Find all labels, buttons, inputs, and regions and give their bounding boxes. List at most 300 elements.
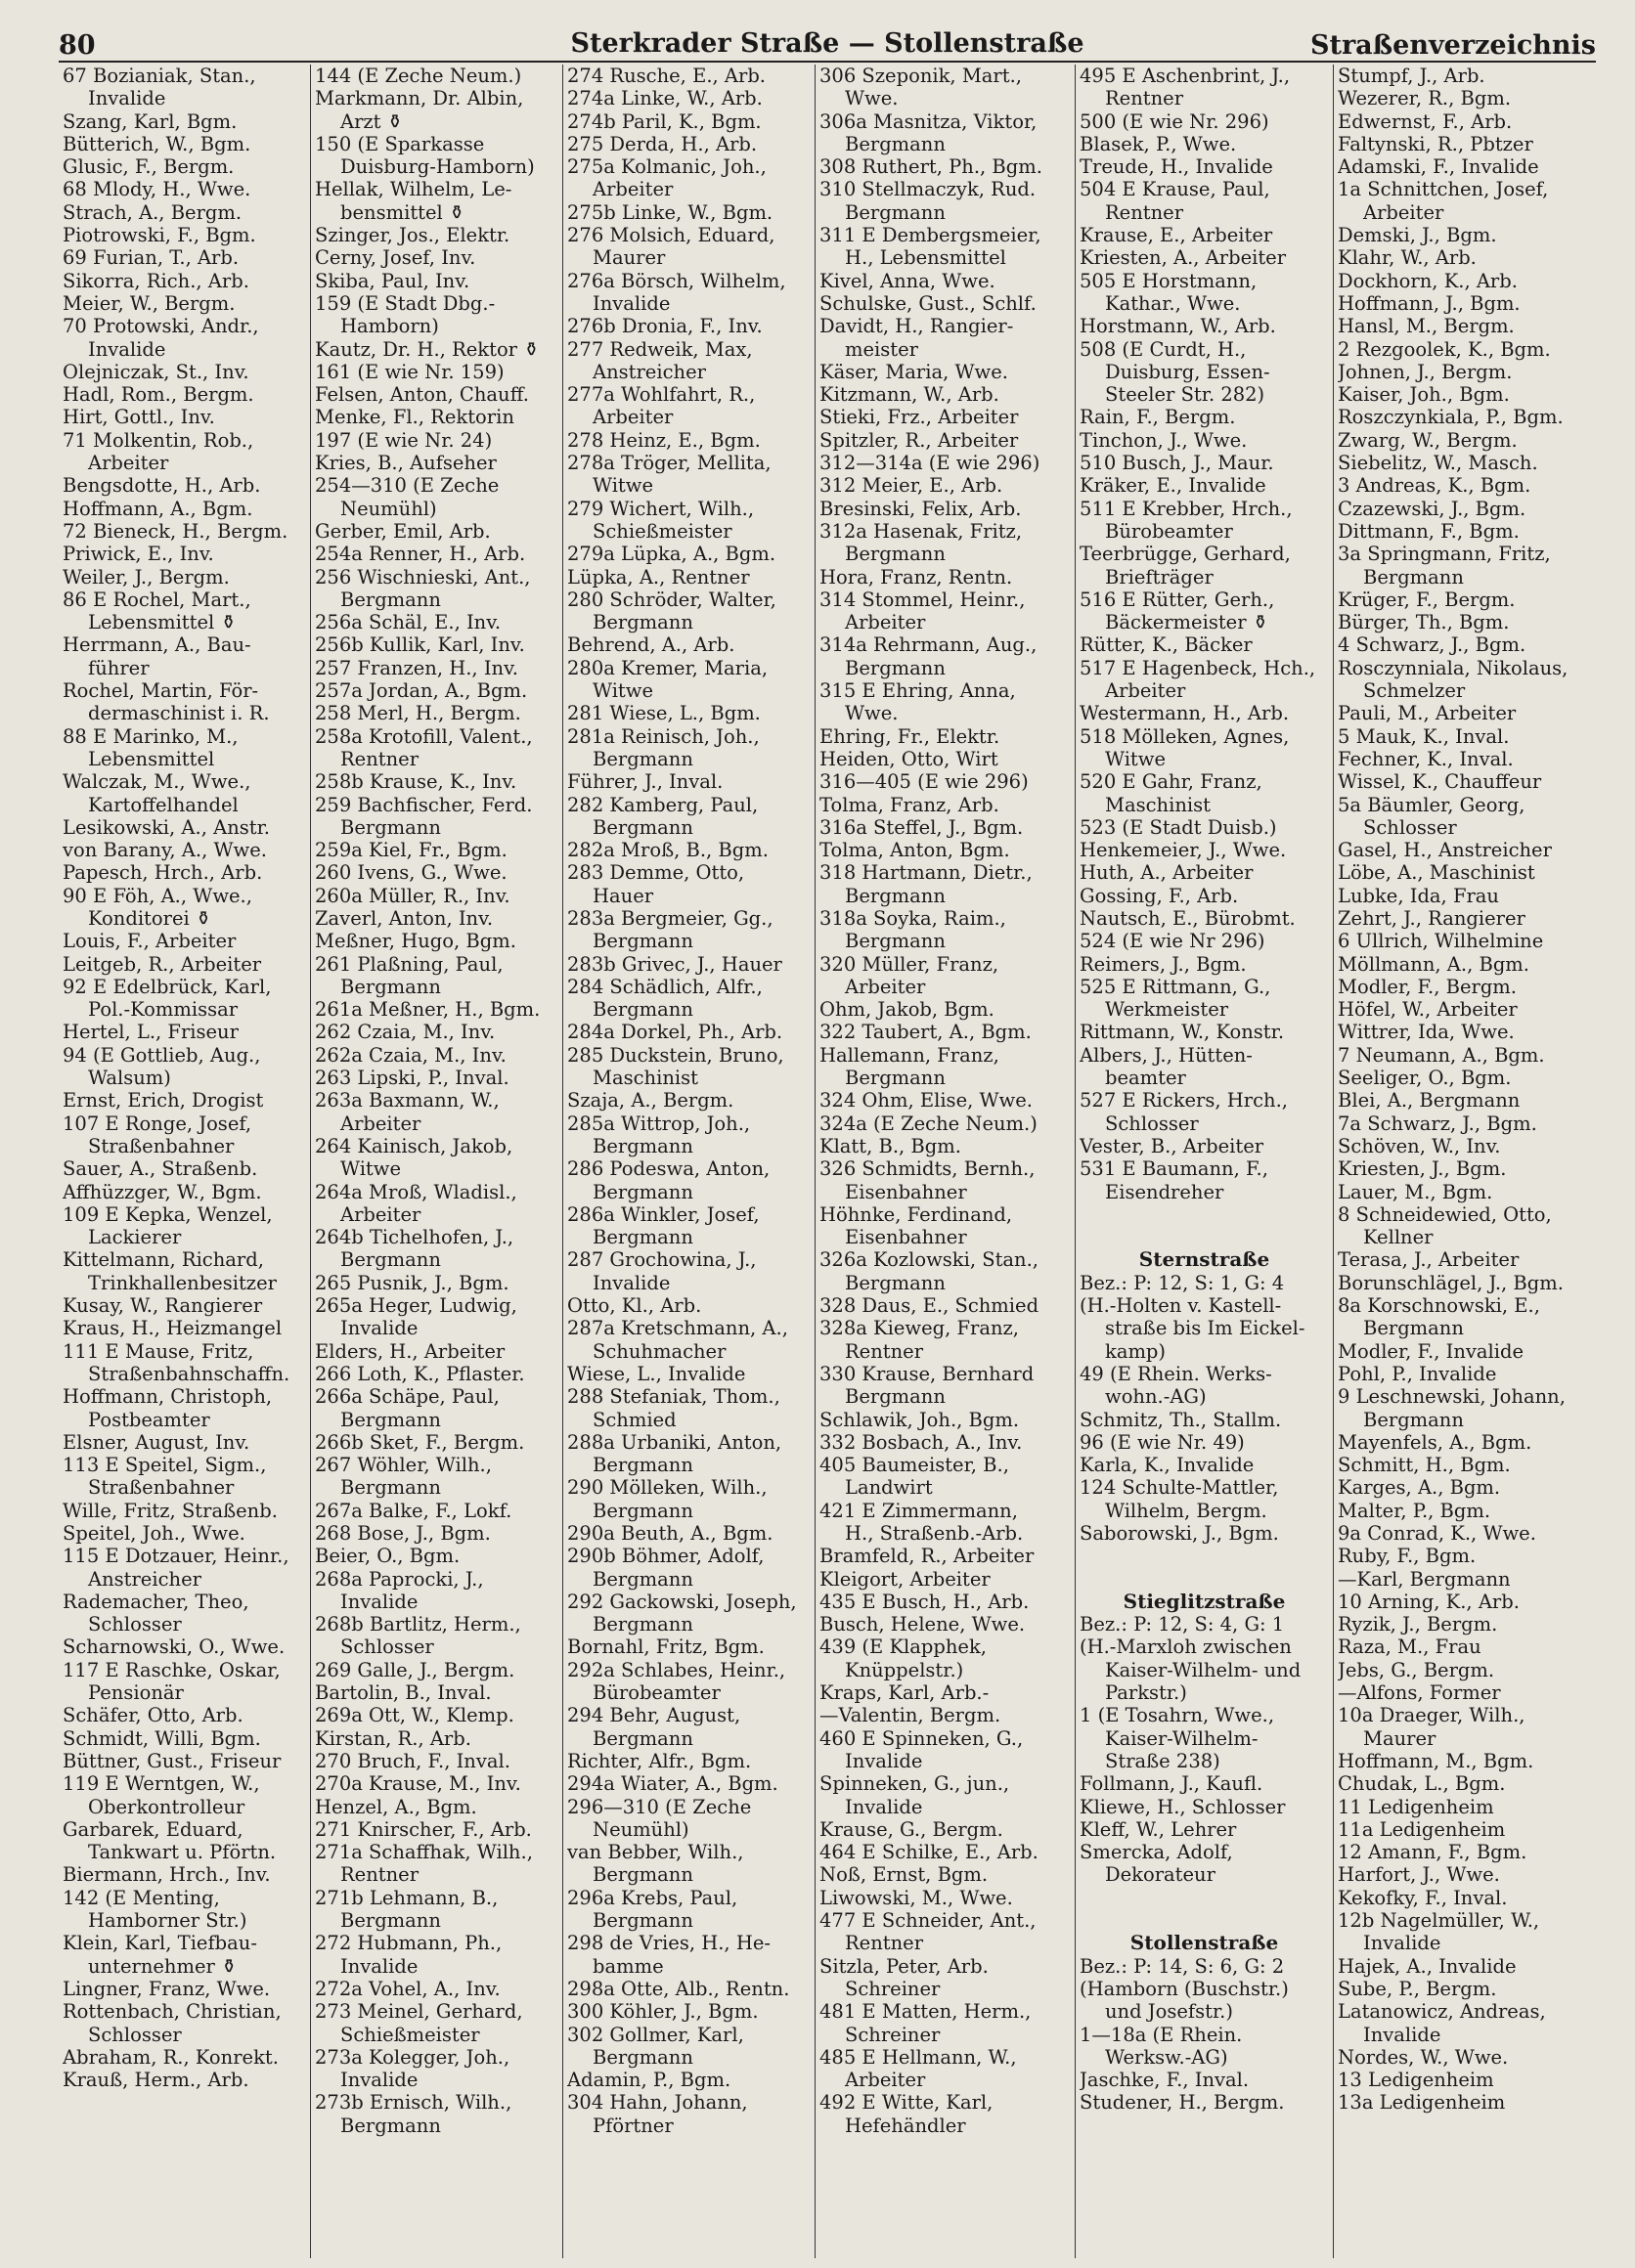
- entry-continuation: Bergmann: [593, 1454, 693, 1477]
- entry-continuation: Neumühl): [340, 497, 437, 520]
- directory-entry: Zaverl, Anton, Inv.: [315, 906, 494, 930]
- directory-entry: 88 E Marinko, M.,: [63, 724, 239, 748]
- directory-entry: Abraham, R., Konrekt.: [63, 2045, 279, 2069]
- entry-continuation: Bergmann: [845, 884, 946, 907]
- directory-entry: Sikorra, Rich., Arb.: [63, 269, 249, 292]
- directory-entry: Johnen, J., Bergm.: [1338, 360, 1513, 383]
- directory-entry: 282 Kamberg, Paul,: [567, 793, 759, 816]
- directory-entry: Sauer, A., Straßenb.: [63, 1157, 258, 1181]
- directory-entry: 264b Tichelhofen, J.,: [315, 1226, 514, 1249]
- entry-continuation: Bergmann: [845, 543, 946, 566]
- directory-entry: Schmidt, Willi, Bgm.: [63, 1726, 261, 1750]
- directory-entry: 320 Müller, Franz,: [819, 952, 999, 976]
- directory-entry: 460 E Spinneken, G.,: [819, 1726, 1024, 1750]
- directory-entry: 516 E Rütter, Gerh.,: [1080, 588, 1275, 611]
- entry-continuation: Arbeiter: [1363, 200, 1444, 224]
- directory-entry: Dockhorn, K., Arb.: [1338, 269, 1518, 292]
- directory-entry: 274 Rusche, E., Arb.: [567, 65, 766, 87]
- directory-entry: Beier, O., Bgm.: [315, 1545, 461, 1568]
- directory-entry: Malter, P., Bgm.: [1338, 1499, 1491, 1522]
- directory-entry: 287a Kretschmann, A.,: [567, 1317, 788, 1340]
- directory-entry: Kries, B., Aufseher: [315, 452, 497, 475]
- directory-entry: Richter, Alfr., Bgm.: [567, 1749, 752, 1772]
- directory-entry: Ehring, Fr., Elektr.: [819, 724, 1000, 748]
- directory-entry: Schulske, Gust., Schlf.: [819, 291, 1037, 315]
- entry-continuation: Arbeiter: [593, 406, 674, 429]
- page-header: [59, 18, 1596, 63]
- directory-entry: Tinchon, J., Wwe.: [1080, 428, 1248, 452]
- entry-continuation: Hamborner Str.): [88, 1909, 247, 1933]
- entry-continuation: Kathar., Wwe.: [1105, 291, 1241, 315]
- directory-entry: Modler, F., Invalide: [1338, 1339, 1525, 1363]
- directory-entry: 144 (E Zeche Neum.): [315, 65, 522, 87]
- street-heading: Sternstraße: [1138, 1248, 1270, 1272]
- directory-entry: 5 Mauk, K., Inval.: [1338, 724, 1510, 748]
- directory-entry: 117 E Raschke, Oskar,: [63, 1658, 281, 1681]
- entry-continuation: meister: [845, 337, 918, 361]
- directory-entry: Schmitt, H., Bgm.: [1338, 1454, 1511, 1477]
- directory-entry: Kliewe, H., Schlosser: [1080, 1795, 1286, 1818]
- directory-entry: 1—18a (E Rhein.: [1080, 2023, 1243, 2046]
- directory-entry: 287 Grochowina, J.,: [567, 1248, 757, 1272]
- directory-entry: 277 Redweik, Max,: [567, 337, 753, 361]
- directory-entry: Heiden, Otto, Wirt: [819, 747, 998, 770]
- entry-continuation: Schießmeister: [340, 2023, 480, 2046]
- entry-continuation: Knüppelstr.): [845, 1658, 964, 1681]
- entry-continuation: Arbeiter: [340, 1202, 421, 1226]
- directory-entry: Ernst, Erich, Drogist: [63, 1089, 264, 1112]
- directory-entry: 277a Wohlfahrt, R.,: [567, 383, 756, 407]
- directory-entry: 492 E Witte, Karl,: [819, 2091, 994, 2115]
- directory-entry: Hajek, A., Invalide: [1338, 1954, 1517, 1978]
- entry-continuation: bensmittel ⚱: [340, 200, 465, 224]
- directory-entry: Saborowski, J., Bgm.: [1080, 1522, 1279, 1545]
- directory-entry: Krause, G., Bergm.: [819, 1817, 1003, 1841]
- entry-continuation: Wwe.: [845, 87, 899, 110]
- directory-entry: Rademacher, Theo,: [63, 1590, 249, 1613]
- directory-entry: Nautsch, E., Bürobmt.: [1080, 906, 1296, 930]
- directory-entry: —Karl, Bergmann: [1338, 1567, 1511, 1591]
- directory-entry: 296—310 (E Zeche: [567, 1795, 752, 1818]
- entry-continuation: Schlosser: [1105, 1112, 1199, 1135]
- directory-entry: 258b Krause, K., Inv.: [315, 770, 517, 794]
- directory-entry: Ohm, Jakob, Bgm.: [819, 998, 994, 1022]
- directory-entry: Krüger, F., Bergm.: [1338, 588, 1516, 611]
- directory-entry: 318a Soyka, Raim.,: [819, 906, 1006, 930]
- directory-entry: Roszczynkiala, P., Bgm.: [1338, 406, 1564, 429]
- directory-entry: Vester, B., Arbeiter: [1080, 1134, 1264, 1157]
- directory-entry: 70 Protowski, Andr.,: [63, 315, 259, 338]
- directory-entry: 500 (E wie Nr. 296): [1080, 109, 1269, 133]
- directory-entry: 306 Szeponik, Mart.,: [819, 65, 1022, 87]
- entry-continuation: Arbeiter: [845, 611, 926, 634]
- directory-entry: Kautz, Dr. H., Rektor ⚱: [315, 337, 540, 361]
- directory-entry: Kriesten, J., Bgm.: [1338, 1157, 1507, 1181]
- entry-continuation: unternehmer ⚱: [88, 1954, 238, 1978]
- directory-entry: Scharnowski, O., Wwe.: [63, 1636, 286, 1659]
- entry-continuation: Arbeiter: [845, 975, 926, 998]
- directory-entry: 328 Daus, E., Schmied: [819, 1294, 1039, 1318]
- directory-entry: 142 (E Menting,: [63, 1886, 220, 1909]
- page-number: 80: [59, 30, 96, 61]
- entry-continuation: Walsum): [88, 1067, 171, 1090]
- directory-entry: Hadl, Rom., Bergm.: [63, 383, 254, 407]
- directory-entry: 264 Kainisch, Jakob,: [315, 1134, 513, 1157]
- directory-entry: Gossing, F., Arb.: [1080, 884, 1239, 907]
- entry-continuation: Wilhelm, Bergm.: [1105, 1499, 1267, 1522]
- directory-entry: 531 E Baumann, F.,: [1080, 1157, 1268, 1181]
- directory-entry: Rütter, K., Bäcker: [1080, 633, 1253, 657]
- entry-continuation: Anstreicher: [88, 1567, 201, 1591]
- entry-continuation: bamme: [593, 1954, 664, 1978]
- directory-entry: Lesikowski, A., Anstr.: [63, 815, 270, 839]
- directory-entry: 9a Conrad, K., Wwe.: [1338, 1522, 1536, 1545]
- directory-entry: 256 Wischnieski, Ant.,: [315, 565, 531, 589]
- directory-entry: 296a Krebs, Paul,: [567, 1886, 738, 1909]
- directory-entry: 464 E Schilke, E., Arb.: [819, 1841, 1038, 1864]
- directory-entry: Rittmann, W., Konstr.: [1080, 1021, 1285, 1044]
- entry-continuation: Bergmann: [845, 1271, 946, 1294]
- directory-entry: 271 Knirscher, F., Arb.: [315, 1817, 532, 1841]
- directory-entry: 286a Winkler, Josef,: [567, 1202, 760, 1226]
- entry-continuation: Invalide: [845, 1795, 923, 1818]
- directory-column: [1076, 65, 1334, 2258]
- directory-entry: Lüpka, A., Rentner: [567, 565, 750, 589]
- directory-entry: 254—310 (E Zeche: [315, 474, 500, 498]
- entry-continuation: Lebensmittel ⚱: [88, 611, 237, 634]
- directory-entry: Bütterich, W., Bgm.: [63, 132, 251, 155]
- entry-continuation: Bergmann: [845, 1385, 946, 1409]
- directory-entry: Edwernst, F., Arb.: [1338, 109, 1513, 133]
- directory-entry: 266b Sket, F., Bergm.: [315, 1430, 525, 1454]
- directory-entry: —Valentin, Bergm.: [819, 1704, 1001, 1727]
- entry-continuation: Bergmann: [593, 1499, 693, 1522]
- entry-continuation: Invalide: [1363, 2023, 1441, 2046]
- entry-continuation: Kartoffelhandel: [88, 793, 239, 816]
- directory-entry: Blei, A., Bergmann: [1338, 1089, 1521, 1112]
- directory-entry: Wittrer, Ida, Wwe.: [1338, 1021, 1515, 1044]
- entry-continuation: Schlosser: [340, 1636, 434, 1659]
- directory-entry: 124 Schulte-Mattler,: [1080, 1476, 1279, 1500]
- directory-entry: Zehrt, J., Rangierer: [1338, 906, 1525, 930]
- directory-entry: 330 Krause, Bernhard: [819, 1362, 1035, 1385]
- entry-continuation: Rentner: [845, 1339, 924, 1363]
- directory-entry: Elsner, August, Inv.: [63, 1430, 250, 1454]
- directory-entry: 12 Amann, F., Bgm.: [1338, 1841, 1527, 1864]
- spacer: [1080, 1887, 1329, 1909]
- entry-continuation: Bergmann: [593, 2045, 693, 2069]
- entry-continuation: Bergmann: [845, 200, 946, 224]
- directory-entry: Herrmann, A., Bau-: [63, 633, 251, 657]
- directory-entry: 273a Kolegger, Joh.,: [315, 2045, 510, 2069]
- directory-entry: 312a Hasenak, Fritz,: [819, 519, 1023, 543]
- entry-continuation: Rentner: [1105, 200, 1184, 224]
- directory-entry: 11a Ledigenheim: [1338, 1817, 1506, 1841]
- directory-entry: 257 Franzen, H., Inv.: [315, 656, 518, 679]
- directory-entry: Karges, A., Bgm.: [1338, 1476, 1501, 1500]
- directory-entry: Davidt, H., Rangier-: [819, 315, 1014, 338]
- directory-entry: 292a Schlabes, Heinr.,: [567, 1658, 786, 1681]
- directory-entry: 274a Linke, W., Arb.: [567, 87, 763, 110]
- directory-entry: 267a Balke, F., Lokf.: [315, 1499, 512, 1522]
- directory-entry: 511 E Krebber, Hrch.,: [1080, 497, 1293, 520]
- entry-continuation: Bergmann: [593, 1180, 693, 1203]
- directory-entry: 316—405 (E wie 296): [819, 770, 1029, 794]
- directory-entry: 267 Wöhler, Wilh.,: [315, 1454, 492, 1477]
- directory-entry: Schmitz, Th., Stallm.: [1080, 1408, 1282, 1431]
- directory-entry: Klahr, W., Arb.: [1338, 246, 1477, 270]
- directory-entry: 1 (E Tosahrn, Wwe.,: [1080, 1704, 1275, 1727]
- directory-entry: Borunschlägel, J., Bgm.: [1338, 1271, 1564, 1294]
- directory-column: [59, 65, 311, 2258]
- entry-continuation: Witwe: [593, 679, 654, 703]
- directory-entry: Bez.: P: 14, S: 6, G: 2: [1080, 1954, 1285, 1978]
- directory-entry: Kriesten, A., Arbeiter: [1080, 246, 1287, 270]
- directory-entry: 306a Masnitza, Viktor,: [819, 109, 1038, 133]
- entry-continuation: Rentner: [340, 747, 420, 770]
- directory-entry: 485 E Hellmann, W.,: [819, 2045, 1017, 2069]
- directory-entry: Schöven, W., Inv.: [1338, 1134, 1501, 1157]
- directory-entry: Liwowski, M., Wwe.: [819, 1886, 1013, 1909]
- entry-continuation: Witwe: [593, 474, 654, 498]
- directory-entry: 275b Linke, W., Bgm.: [567, 200, 773, 224]
- entry-continuation: Bergmann: [593, 611, 693, 634]
- directory-entry: Möllmann, A., Bgm.: [1338, 952, 1529, 976]
- entry-continuation: Oberkontrolleur: [88, 1795, 245, 1818]
- directory-entry: 324 Ohm, Elise, Wwe.: [819, 1089, 1033, 1112]
- directory-entry: Seeliger, O., Bgm.: [1338, 1067, 1512, 1090]
- entry-continuation: Arzt ⚱: [340, 109, 404, 133]
- directory-entry: 264a Mroß, Wladisl.,: [315, 1180, 517, 1203]
- directory-entry: 273b Ernisch, Wilh.,: [315, 2091, 512, 2115]
- directory-entry: 312 Meier, E., Arb.: [819, 474, 1003, 498]
- entry-continuation: Hauer: [593, 884, 654, 907]
- directory-entry: Modler, F., Bergm.: [1338, 975, 1517, 998]
- directory-column: [311, 65, 563, 2258]
- entry-continuation: Straßenbahnschaffn.: [88, 1362, 290, 1385]
- directory-entry: 256b Kullik, Karl, Inv.: [315, 633, 525, 657]
- directory-entry: Ryzik, J., Bergm.: [1338, 1613, 1498, 1636]
- directory-entry: Westermann, H., Arb.: [1080, 702, 1290, 725]
- directory-entry: Reimers, J., Bgm.: [1080, 952, 1247, 976]
- entry-continuation: Bergmann: [845, 656, 946, 679]
- directory-entry: 279 Wichert, Wilh.,: [567, 497, 755, 520]
- directory-entry: 298 de Vries, H., He-: [567, 1932, 771, 1955]
- directory-entry: Blasek, P., Wwe.: [1080, 132, 1237, 155]
- directory-entry: Bornahl, Fritz, Bgm.: [567, 1636, 765, 1659]
- directory-entry: 6 Ullrich, Wilhelmine: [1338, 930, 1544, 953]
- entry-continuation: Arbeiter: [340, 1112, 421, 1135]
- entry-continuation: Trinkhallenbesitzer: [88, 1271, 277, 1294]
- directory-entry: Adamin, P., Bgm.: [567, 2069, 731, 2092]
- directory-entry: 268b Bartlitz, Herm.,: [315, 1613, 521, 1636]
- directory-entry: 3 Andreas, K., Bgm.: [1338, 474, 1531, 498]
- entry-continuation: Hamborn): [340, 315, 439, 338]
- directory-entry: Meier, W., Bergm.: [63, 291, 236, 315]
- entry-continuation: Bergmann: [593, 1134, 693, 1157]
- directory-entry: Menke, Fl., Rektorin: [315, 406, 514, 429]
- directory-entry: Szang, Karl, Bgm.: [63, 109, 238, 133]
- entry-continuation: Maschinist: [1105, 793, 1211, 816]
- directory-entry: 288 Stefaniak, Thom.,: [567, 1385, 780, 1409]
- directory-entry: 10 Arning, K., Arb.: [1338, 1590, 1520, 1613]
- directory-entry: Glusic, F., Bergm.: [63, 155, 235, 179]
- spacer: [1080, 1203, 1329, 1226]
- entry-continuation: kamp): [1105, 1339, 1167, 1363]
- directory-entry: 284 Schädlich, Alfr.,: [567, 975, 763, 998]
- entry-continuation: Pensionär: [88, 1681, 184, 1705]
- directory-entry: Stieki, Frz., Arbeiter: [819, 406, 1019, 429]
- entry-continuation: Kaiser-Wilhelm- und: [1105, 1658, 1302, 1681]
- directory-entry: Klein, Karl, Tiefbau-: [63, 1932, 257, 1955]
- directory-entry: 504 E Krause, Paul,: [1080, 178, 1270, 201]
- directory-entry: Rottenbach, Christian,: [63, 2000, 282, 2024]
- directory-entry: 311 E Dembergsmeier,: [819, 224, 1041, 247]
- directory-entry: 310 Stellmaczyk, Rud.: [819, 178, 1037, 201]
- directory-entry: 272a Vohel, A., Inv.: [315, 1977, 501, 2000]
- entry-continuation: Invalide: [593, 291, 671, 315]
- directory-entry: Henzel, A., Bgm.: [315, 1795, 477, 1818]
- directory-entry: Elders, H., Arbeiter: [315, 1339, 506, 1363]
- directory-entry: Ruby, F., Bgm.: [1338, 1545, 1477, 1568]
- entry-continuation: Werkmeister: [1105, 998, 1229, 1022]
- directory-column: [816, 65, 1076, 2258]
- directory-entry: Bez.: P: 12, S: 4, G: 1: [1080, 1613, 1285, 1636]
- directory-entry: Hora, Franz, Rentn.: [819, 565, 1013, 589]
- directory-entry: 276b Dronia, F., Inv.: [567, 315, 763, 338]
- entry-continuation: Bergmann: [593, 1726, 693, 1750]
- entry-continuation: Witwe: [1105, 747, 1167, 770]
- spacer: [1080, 1568, 1329, 1591]
- directory-entry: 285a Wittrop, Joh.,: [567, 1112, 751, 1135]
- entry-continuation: Invalide: [340, 2069, 419, 2092]
- directory-entry: 280 Schröder, Walter,: [567, 588, 776, 611]
- directory-entry: 71 Molkentin, Rob.,: [63, 428, 254, 452]
- entry-continuation: Bürobeamter: [1105, 519, 1233, 543]
- directory-entry: Bresinski, Felix, Arb.: [819, 497, 1022, 520]
- directory-entry: Strach, A., Bergm.: [63, 200, 243, 224]
- directory-entry: 322 Taubert, A., Bgm.: [819, 1021, 1032, 1044]
- directory-entry: Käser, Maria, Wwe.: [819, 360, 1008, 383]
- directory-entry: Lauer, M., Bgm.: [1338, 1180, 1493, 1203]
- directory-entry: 283b Grivec, J., Hauer: [567, 952, 782, 976]
- entry-continuation: Werksw.-AG): [1105, 2045, 1228, 2069]
- directory-entry: 294 Behr, August,: [567, 1704, 741, 1727]
- entry-continuation: Bergmann: [340, 1408, 441, 1431]
- directory-entry: 107 E Ronge, Josef,: [63, 1112, 252, 1135]
- directory-entry: Wiese, L., Invalide: [567, 1362, 746, 1385]
- directory-entry: 270a Krause, M., Inv.: [315, 1772, 521, 1796]
- directory-entry: Horstmann, W., Arb.: [1080, 315, 1276, 338]
- directory-entry: Otto, Kl., Arb.: [567, 1294, 702, 1318]
- directory-entry: 92 E Edelbrück, Karl,: [63, 975, 272, 998]
- entry-continuation: Duisburg, Essen-: [1105, 360, 1270, 383]
- directory-entry: 282a Mroß, B., Bgm.: [567, 839, 769, 862]
- directory-entry: Walczak, M., Wwe.,: [63, 770, 251, 794]
- directory-entry: (H.-Holten v. Kastell-: [1080, 1294, 1282, 1318]
- entry-continuation: Witwe: [340, 1157, 402, 1181]
- directory-entry: Klatt, B., Bgm.: [819, 1134, 961, 1157]
- directory-entry: 283a Bergmeier, Gg.,: [567, 906, 773, 930]
- directory-entry: Hoffmann, J., Bgm.: [1338, 291, 1521, 315]
- directory-entry: Priwick, E., Inv.: [63, 543, 214, 566]
- entry-continuation: straße bis Im Eickel-: [1105, 1317, 1305, 1340]
- directory-entry: 308 Ruthert, Ph., Bgm.: [819, 155, 1042, 179]
- directory-entry: Sitzla, Peter, Arb.: [819, 1954, 989, 1978]
- directory-entry: 300 Köhler, J., Bgm.: [567, 2000, 759, 2024]
- directory-entry: 281 Wiese, L., Bgm.: [567, 702, 761, 725]
- entry-continuation: Landwirt: [845, 1476, 933, 1500]
- directory-entry: 109 E Kepka, Wenzel,: [63, 1202, 273, 1226]
- directory-entry: Kivel, Anna, Wwe.: [819, 269, 995, 292]
- directory-entry: Behrend, A., Arb.: [567, 633, 735, 657]
- directory-entry: 268a Paprocki, J.,: [315, 1567, 484, 1591]
- entry-continuation: Bergmann: [593, 1226, 693, 1249]
- directory-entry: 2 Rezgoolek, K., Bgm.: [1338, 337, 1551, 361]
- entry-continuation: Schießmeister: [593, 519, 732, 543]
- directory-entry: 405 Baumeister, B.,: [819, 1454, 1009, 1477]
- entry-continuation: Maschinist: [593, 1067, 698, 1090]
- directory-entry: 266a Schäpe, Paul,: [315, 1385, 500, 1409]
- entry-continuation: Bergmann: [340, 815, 441, 839]
- directory-entry: Noß, Ernst, Bgm.: [819, 1863, 989, 1887]
- entry-continuation: Schmied: [593, 1408, 677, 1431]
- directory-entry: 197 (E wie Nr. 24): [315, 428, 493, 452]
- directory-entry: 328a Kieweg, Franz,: [819, 1317, 1020, 1340]
- directory-entry: 294a Wiater, A., Bgm.: [567, 1772, 778, 1796]
- directory-entry: 284a Dorkel, Ph., Arb.: [567, 1021, 783, 1044]
- entry-continuation: Bergmann: [593, 1863, 693, 1887]
- directory-entry: 283 Demme, Otto,: [567, 861, 745, 885]
- directory-entry: 271a Schaffhak, Wilh.,: [315, 1841, 533, 1864]
- directory-entry: Markmann, Dr. Albin,: [315, 87, 524, 110]
- entry-continuation: Schlosser: [88, 2023, 182, 2046]
- directory-entry: 96 (E wie Nr. 49): [1080, 1430, 1245, 1454]
- directory-entry: 276a Börsch, Wilhelm,: [567, 269, 786, 292]
- directory-entry: van Bebber, Wilh.,: [567, 1841, 744, 1864]
- directory-entry: 86 E Rochel, Mart.,: [63, 588, 251, 611]
- directory-entry: Szaja, A., Bergm.: [567, 1089, 734, 1112]
- entry-continuation: Straßenbahner: [88, 1134, 235, 1157]
- directory-entry: 314 Stommel, Heinr.,: [819, 588, 1026, 611]
- entry-continuation: Maurer: [593, 246, 666, 270]
- entry-continuation: Arbeiter: [593, 178, 674, 201]
- directory-entry: 505 E Horstmann,: [1080, 269, 1258, 292]
- directory-entry: Jaschke, F., Inval.: [1080, 2069, 1250, 2092]
- directory-entry: 285 Duckstein, Bruno,: [567, 1043, 784, 1067]
- directory-entry: Tolma, Anton, Bgm.: [819, 839, 1010, 862]
- directory-entry: —Alfons, Former: [1338, 1681, 1501, 1705]
- directory-entry: 13 Ledigenheim: [1338, 2069, 1494, 2092]
- directory-entry: Wezerer, R., Bgm.: [1338, 87, 1512, 110]
- directory-entry: 8a Korschnowski, E.,: [1338, 1294, 1540, 1318]
- directory-entry: 4 Schwarz, J., Bgm.: [1338, 633, 1526, 657]
- directory-entry: 439 (E Klapphek,: [819, 1636, 987, 1659]
- entry-continuation: Bergmann: [845, 132, 946, 155]
- spacer: [1080, 1909, 1329, 1932]
- directory-entry: Schäfer, Otto, Arb.: [63, 1704, 243, 1727]
- entry-continuation: Bäckermeister ⚱: [1105, 611, 1269, 634]
- directory-entry: 281a Reinisch, Joh.,: [567, 724, 760, 748]
- directory-entry: Bez.: P: 12, S: 1, G: 4: [1080, 1271, 1285, 1294]
- directory-entry: 481 E Matten, Herm.,: [819, 2000, 1032, 2024]
- directory-entry: 11 Ledigenheim: [1338, 1795, 1494, 1818]
- directory-entry: Louis, F., Arbeiter: [63, 930, 237, 953]
- directory-entry: Kekofky, F., Inval.: [1338, 1886, 1508, 1909]
- entry-continuation: H., Lebensmittel: [845, 246, 1006, 270]
- entry-continuation: Kaiser-Wilhelm-: [1105, 1726, 1259, 1750]
- entry-continuation: Bergmann: [340, 975, 441, 998]
